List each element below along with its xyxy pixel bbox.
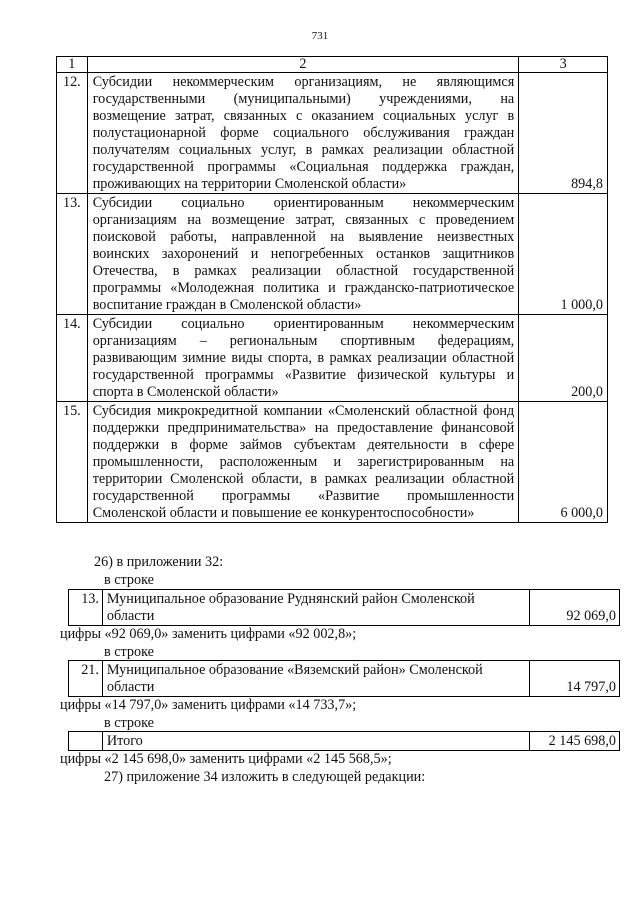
table-row [57, 402, 608, 523]
row-amount: 6 000,0 [519, 402, 608, 523]
page-number: 731 [311, 30, 329, 42]
row-amount: 894,8 [519, 73, 608, 194]
row-amount: 2 145 698,0 [530, 732, 620, 751]
row-number: 15. [57, 402, 88, 523]
row-description: Субсидии социально ориентированным некоммерческим организациям на возмещение затрат, связанных с проведением поисковой работы, направленной на выявление неизвестных воинских захоронений и непогребенных останков защитников Отечества, в рамках реализации областной государственной программы «Молодежная политика и гражданско-патриотическое воспитание граждан в Смоленской области» [87, 194, 519, 315]
row-description: Муниципальное образование «Вяземский район» Смоленской области [102, 661, 529, 697]
replacement-instruction: цифры «2 145 698,0» заменить цифрами «2 145 568,5»; [60, 751, 392, 767]
column-header-1: 1 [57, 57, 88, 73]
row-21-table [68, 660, 620, 697]
row-description: Субсидия микрокредитной компании «Смоленский областной фонд поддержки предпринимательства» на предоставление финансовой поддержки в форме займов субъектам деятельности в сфере промышленности, расположенным и зарегистрированным на территории Смоленской области, в рамках реализации областной государственной программы «Развитие промышленности Смоленской области и повышение ее конкурентоспособности» [87, 402, 519, 523]
replacement-instruction: цифры «14 797,0» заменить цифрами «14 733,7»; [60, 697, 357, 713]
row-amount: 200,0 [519, 315, 608, 402]
row-description: Муниципальное образование Руднянский район Смоленской области [102, 590, 529, 626]
row-number: 13. [57, 194, 88, 315]
in-row-label: в строке [104, 644, 154, 660]
row-description: Субсидии социально ориентированным некоммерческим организациям – региональным спортивным федерациям, развивающим зимние виды спорта, в рамках реализации областной государственной программы «Развитие физической культуры и спорта в Смоленской области» [87, 315, 519, 402]
table-header-row [57, 57, 608, 73]
in-row-label: в строке [104, 572, 154, 588]
subsidies-table [56, 56, 608, 523]
row-number: 14. [57, 315, 88, 402]
table-row [57, 73, 608, 194]
in-row-label: в строке [104, 715, 154, 731]
table-row [69, 732, 620, 751]
row-description: Итого [102, 732, 529, 751]
table-row [57, 194, 608, 315]
replacement-instruction: цифры «92 069,0» заменить цифрами «92 002,8»; [60, 626, 357, 642]
row-number: 12. [57, 73, 88, 194]
row-number [69, 732, 103, 751]
column-header-3: 3 [519, 57, 608, 73]
column-header-2: 2 [87, 57, 519, 73]
row-number: 13. [69, 590, 103, 626]
row-amount: 14 797,0 [530, 661, 620, 697]
row-description: Субсидии некоммерческим организациям, не являющимся государственными (муниципальными) учреждениями, на возмещение затрат, связанных с оказанием социальных услуг в полустационарной форме социального обслуживания граждан получателям социальных услуг, в рамках реализации областной государственной программы «Социальная поддержка граждан, проживающих на территории Смоленской области» [87, 73, 519, 194]
row-amount: 92 069,0 [530, 590, 620, 626]
appendix-34-heading: 27) приложение 34 изложить в следующей редакции: [104, 769, 426, 785]
row-amount: 1 000,0 [519, 194, 608, 315]
row-13-table [68, 589, 620, 626]
table-row [57, 315, 608, 402]
total-row-table [68, 731, 620, 751]
appendix-32-heading: 26) в приложении 32: [94, 554, 224, 570]
table-row [69, 590, 620, 626]
table-row [69, 661, 620, 697]
row-number: 21. [69, 661, 103, 697]
